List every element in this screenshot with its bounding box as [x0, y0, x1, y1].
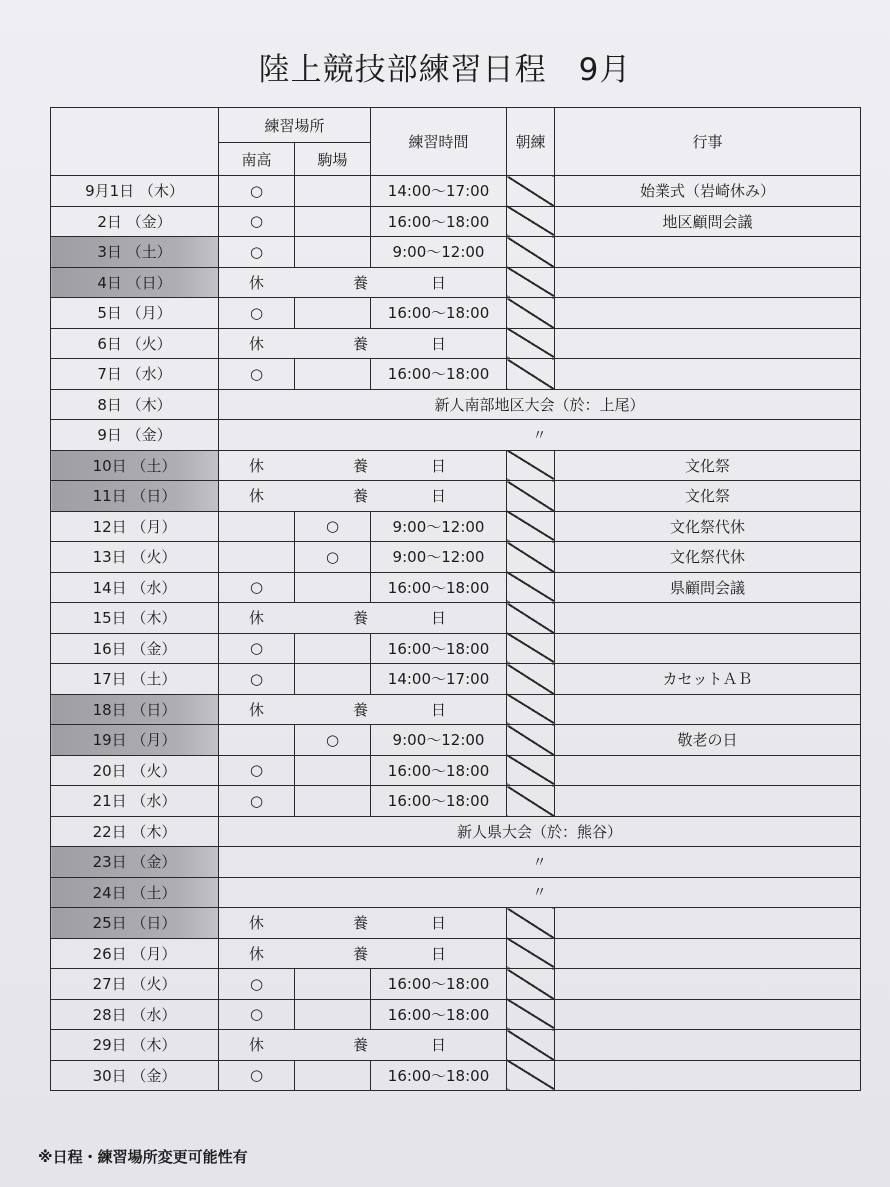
- date-cell: 7日 （水）: [51, 359, 219, 390]
- event-cell: [555, 908, 861, 939]
- koma-cell: [295, 969, 371, 1000]
- time-cell: 9:00〜12:00: [371, 237, 507, 268]
- schedule-table: [50, 107, 861, 1091]
- rest-char-1: 休: [219, 328, 295, 359]
- koma-cell: [295, 786, 371, 817]
- asa-cell: [507, 755, 555, 786]
- span-event-cell: 〃: [219, 847, 861, 878]
- date-cell: 9月1日 （木）: [51, 176, 219, 207]
- koma-cell: [295, 237, 371, 268]
- koma-cell: ○: [295, 725, 371, 756]
- event-cell: [555, 938, 861, 969]
- koma-cell: [295, 633, 371, 664]
- date-cell: 13日 （火）: [51, 542, 219, 573]
- rest-char-3: 日: [371, 267, 507, 298]
- span-event-cell: 新人南部地区大会（於：上尾）: [219, 389, 861, 420]
- table-row: [51, 908, 861, 939]
- date-cell: 21日 （水）: [51, 786, 219, 817]
- minami-cell: ○: [219, 786, 295, 817]
- asa-cell: [507, 1030, 555, 1061]
- rest-char-2: 養: [295, 908, 371, 939]
- footnote: ※日程・練習場所変更可能性有: [38, 1148, 248, 1166]
- event-cell: [555, 237, 861, 268]
- minami-cell: ○: [219, 969, 295, 1000]
- asa-cell: [507, 908, 555, 939]
- table-row: [51, 816, 861, 847]
- koma-cell: ○: [295, 511, 371, 542]
- time-cell: 16:00〜18:00: [371, 755, 507, 786]
- date-cell: 29日 （木）: [51, 1030, 219, 1061]
- koma-cell: [295, 206, 371, 237]
- event-cell: 文化祭代休: [555, 542, 861, 573]
- header-place: 練習場所: [219, 108, 371, 143]
- minami-cell: [219, 511, 295, 542]
- minami-cell: ○: [219, 359, 295, 390]
- asa-cell: [507, 938, 555, 969]
- koma-cell: [295, 999, 371, 1030]
- date-cell: 28日 （水）: [51, 999, 219, 1030]
- event-cell: [555, 969, 861, 1000]
- minami-cell: ○: [219, 572, 295, 603]
- time-cell: 16:00〜18:00: [371, 633, 507, 664]
- asa-cell: [507, 603, 555, 634]
- minami-cell: ○: [219, 999, 295, 1030]
- koma-cell: [295, 664, 371, 695]
- event-cell: カセットＡＢ: [555, 664, 861, 695]
- event-cell: [555, 694, 861, 725]
- asa-cell: [507, 725, 555, 756]
- asa-cell: [507, 511, 555, 542]
- rest-char-3: 日: [371, 603, 507, 634]
- time-cell: 16:00〜18:00: [371, 786, 507, 817]
- time-cell: 16:00〜18:00: [371, 1060, 507, 1091]
- time-cell: 16:00〜18:00: [371, 298, 507, 329]
- rest-char-1: 休: [219, 481, 295, 512]
- table-row: [51, 664, 861, 695]
- date-cell: 11日 （日）: [51, 481, 219, 512]
- asa-cell: [507, 450, 555, 481]
- asa-cell: [507, 633, 555, 664]
- table-row: [51, 237, 861, 268]
- rest-char-3: 日: [371, 481, 507, 512]
- koma-cell: [295, 755, 371, 786]
- rest-char-2: 養: [295, 328, 371, 359]
- rest-char-3: 日: [371, 328, 507, 359]
- table-row: [51, 694, 861, 725]
- event-cell: 地区顧問会議: [555, 206, 861, 237]
- event-cell: [555, 786, 861, 817]
- date-cell: 3日 （土）: [51, 237, 219, 268]
- rest-char-3: 日: [371, 938, 507, 969]
- time-cell: 16:00〜18:00: [371, 969, 507, 1000]
- minami-cell: ○: [219, 633, 295, 664]
- event-cell: 文化祭代休: [555, 511, 861, 542]
- header-asa: 朝練: [507, 108, 555, 176]
- rest-char-1: 休: [219, 1030, 295, 1061]
- event-cell: [555, 267, 861, 298]
- asa-cell: [507, 1060, 555, 1091]
- asa-cell: [507, 572, 555, 603]
- time-cell: 14:00〜17:00: [371, 664, 507, 695]
- header-event: 行事: [555, 108, 861, 176]
- minami-cell: [219, 725, 295, 756]
- span-event-cell: 新人県大会（於：熊谷）: [219, 816, 861, 847]
- event-cell: 文化祭: [555, 481, 861, 512]
- date-cell: 5日 （月）: [51, 298, 219, 329]
- minami-cell: [219, 542, 295, 573]
- date-cell: 19日 （月）: [51, 725, 219, 756]
- table-row: [51, 999, 861, 1030]
- asa-cell: [507, 328, 555, 359]
- rest-char-1: 休: [219, 694, 295, 725]
- date-cell: 17日 （土）: [51, 664, 219, 695]
- minami-cell: ○: [219, 664, 295, 695]
- asa-cell: [507, 999, 555, 1030]
- table-row: [51, 511, 861, 542]
- table-row: [51, 877, 861, 908]
- date-cell: 16日 （金）: [51, 633, 219, 664]
- rest-char-3: 日: [371, 694, 507, 725]
- table-row: [51, 359, 861, 390]
- table-row: [51, 481, 861, 512]
- rest-char-2: 養: [295, 450, 371, 481]
- time-cell: 16:00〜18:00: [371, 572, 507, 603]
- table-row: [51, 572, 861, 603]
- rest-char-3: 日: [371, 450, 507, 481]
- rest-char-1: 休: [219, 938, 295, 969]
- asa-cell: [507, 176, 555, 207]
- rest-char-2: 養: [295, 938, 371, 969]
- table-row: [51, 267, 861, 298]
- asa-cell: [507, 206, 555, 237]
- event-cell: [555, 359, 861, 390]
- time-cell: 14:00〜17:00: [371, 176, 507, 207]
- event-cell: 敬老の日: [555, 725, 861, 756]
- event-cell: [555, 298, 861, 329]
- koma-cell: [295, 176, 371, 207]
- event-cell: [555, 755, 861, 786]
- rest-char-2: 養: [295, 1030, 371, 1061]
- table-row: [51, 847, 861, 878]
- event-cell: 文化祭: [555, 450, 861, 481]
- rest-char-1: 休: [219, 603, 295, 634]
- date-cell: 15日 （木）: [51, 603, 219, 634]
- rest-char-2: 養: [295, 603, 371, 634]
- table-row: [51, 176, 861, 207]
- table-row: [51, 633, 861, 664]
- table-row: [51, 969, 861, 1000]
- asa-cell: [507, 359, 555, 390]
- date-cell: 20日 （火）: [51, 755, 219, 786]
- date-cell: 4日 （日）: [51, 267, 219, 298]
- time-cell: 9:00〜12:00: [371, 725, 507, 756]
- event-cell: [555, 1060, 861, 1091]
- asa-cell: [507, 664, 555, 695]
- event-cell: 県顧問会議: [555, 572, 861, 603]
- time-cell: 16:00〜18:00: [371, 999, 507, 1030]
- table-row: [51, 389, 861, 420]
- document-title: 陸上競技部練習日程 9月: [258, 52, 632, 88]
- table-row: [51, 755, 861, 786]
- event-cell: [555, 1030, 861, 1061]
- event-cell: [555, 603, 861, 634]
- date-cell: 30日 （金）: [51, 1060, 219, 1091]
- event-cell: [555, 328, 861, 359]
- table-row: [51, 786, 861, 817]
- rest-char-1: 休: [219, 908, 295, 939]
- date-cell: 18日 （日）: [51, 694, 219, 725]
- date-cell: 14日 （水）: [51, 572, 219, 603]
- rest-char-1: 休: [219, 450, 295, 481]
- rest-char-2: 養: [295, 694, 371, 725]
- span-event-cell: 〃: [219, 420, 861, 451]
- koma-cell: [295, 359, 371, 390]
- time-cell: 16:00〜18:00: [371, 359, 507, 390]
- date-cell: 26日 （月）: [51, 938, 219, 969]
- table-row: [51, 725, 861, 756]
- table-row: [51, 328, 861, 359]
- date-cell: 6日 （火）: [51, 328, 219, 359]
- rest-char-1: 休: [219, 267, 295, 298]
- minami-cell: ○: [219, 755, 295, 786]
- minami-cell: ○: [219, 1060, 295, 1091]
- asa-cell: [507, 267, 555, 298]
- asa-cell: [507, 694, 555, 725]
- time-cell: 9:00〜12:00: [371, 511, 507, 542]
- asa-cell: [507, 298, 555, 329]
- koma-cell: [295, 572, 371, 603]
- date-cell: 23日 （金）: [51, 847, 219, 878]
- asa-cell: [507, 481, 555, 512]
- minami-cell: ○: [219, 237, 295, 268]
- time-cell: 16:00〜18:00: [371, 206, 507, 237]
- table-row: [51, 206, 861, 237]
- koma-cell: ○: [295, 542, 371, 573]
- table-row: [51, 298, 861, 329]
- date-cell: 25日 （日）: [51, 908, 219, 939]
- schedule-rows: [51, 176, 861, 1091]
- date-cell: 8日 （木）: [51, 389, 219, 420]
- time-cell: 9:00〜12:00: [371, 542, 507, 573]
- minami-cell: ○: [219, 298, 295, 329]
- date-cell: 24日 （土）: [51, 877, 219, 908]
- table-row: [51, 1060, 861, 1091]
- minami-cell: ○: [219, 176, 295, 207]
- header-time: 練習時間: [371, 108, 507, 176]
- asa-cell: [507, 969, 555, 1000]
- event-cell: [555, 999, 861, 1030]
- koma-cell: [295, 1060, 371, 1091]
- span-event-cell: 〃: [219, 877, 861, 908]
- date-cell: 10日 （土）: [51, 450, 219, 481]
- date-cell: 9日 （金）: [51, 420, 219, 451]
- date-cell: 27日 （火）: [51, 969, 219, 1000]
- asa-cell: [507, 237, 555, 268]
- date-cell: 12日 （月）: [51, 511, 219, 542]
- table-row: [51, 938, 861, 969]
- date-cell: 22日 （木）: [51, 816, 219, 847]
- rest-char-2: 養: [295, 267, 371, 298]
- table-row: [51, 603, 861, 634]
- koma-cell: [295, 298, 371, 329]
- date-cell: 2日 （金）: [51, 206, 219, 237]
- table-row: [51, 450, 861, 481]
- header-date: [51, 108, 219, 176]
- minami-cell: ○: [219, 206, 295, 237]
- table-row: [51, 1030, 861, 1061]
- table-row: [51, 420, 861, 451]
- header-koma: 駒場: [295, 143, 371, 176]
- rest-char-3: 日: [371, 1030, 507, 1061]
- event-cell: 始業式（岩崎休み）: [555, 176, 861, 207]
- table-row: [51, 542, 861, 573]
- asa-cell: [507, 786, 555, 817]
- asa-cell: [507, 542, 555, 573]
- rest-char-3: 日: [371, 908, 507, 939]
- rest-char-2: 養: [295, 481, 371, 512]
- header-minami: 南高: [219, 143, 295, 176]
- event-cell: [555, 633, 861, 664]
